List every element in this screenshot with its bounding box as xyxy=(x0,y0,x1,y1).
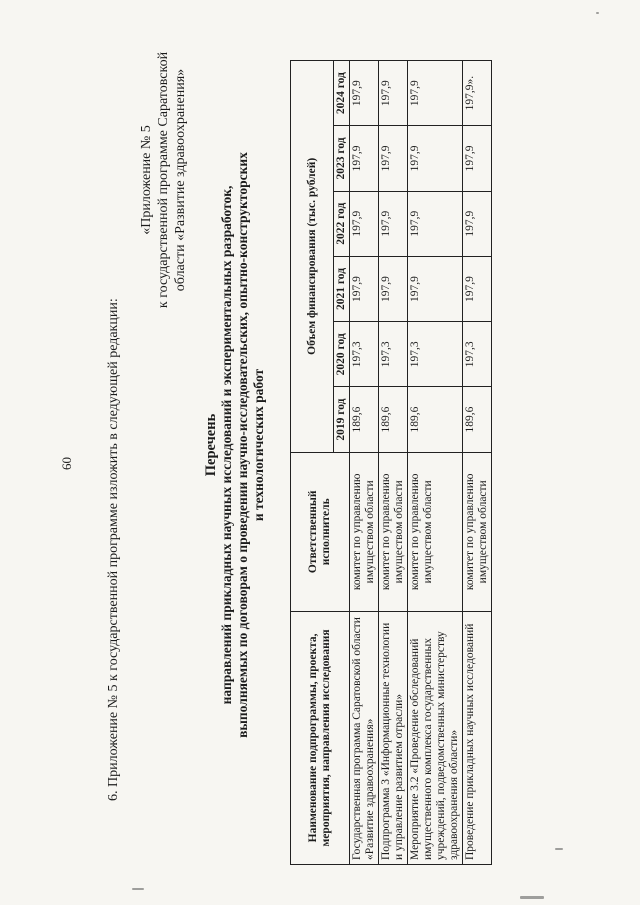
value-cell: 197,9 xyxy=(379,126,408,191)
value-cell: 197,3 xyxy=(350,322,379,387)
row-name: Проведение прикладных научных исследований xyxy=(463,611,492,864)
value-cell: 197,9 xyxy=(379,256,408,321)
value-cell: 197,9 xyxy=(463,126,492,191)
value-cell: 197,9 xyxy=(463,256,492,321)
value-cell: 197,9 xyxy=(408,126,463,191)
table-row xyxy=(463,61,492,865)
row-resp: комитет по управлению имуществом области xyxy=(350,452,379,611)
col-resp-header: Ответственный исполнитель xyxy=(291,452,350,611)
value-cell: 197,9 xyxy=(463,191,492,256)
value-cell: 197,9 xyxy=(350,126,379,191)
table-row xyxy=(350,61,379,865)
value-cell: 197,9 xyxy=(350,256,379,321)
year-header: 2021 год xyxy=(334,256,350,321)
value-cell: 197,9 xyxy=(408,61,463,126)
value-cell: 197,9 xyxy=(379,191,408,256)
value-cell: 189,6 xyxy=(350,387,379,452)
year-header: 2024 год xyxy=(334,61,350,126)
page-number: 60 xyxy=(59,457,74,470)
row-name: Государственная программа Саратовской области «Развитие здравоохранения» xyxy=(350,611,379,864)
value-cell: 197,9 xyxy=(350,191,379,256)
appendix-line: «Приложение № 5 xyxy=(139,125,154,235)
year-header: 2020 год xyxy=(334,322,350,387)
heading-line: и технологических работ xyxy=(251,368,266,522)
value-cell: 189,6 xyxy=(408,387,463,452)
row-name: Подпрограмма 3 «Информационные технологии и управление развитием отрасли» xyxy=(379,611,408,864)
heading-line: выполняемых по договорам о проведении научно-исследовательских, опытно-конструкторских xyxy=(235,152,250,738)
value-cell: 197,9». xyxy=(463,61,492,126)
value-cell: 189,6 xyxy=(379,387,408,452)
value-cell: 197,9 xyxy=(350,61,379,126)
value-cell: 197,9 xyxy=(379,61,408,126)
heading-title: Перечень xyxy=(203,413,219,477)
row-resp: комитет по управлению имуществом области xyxy=(463,452,492,611)
document-heading xyxy=(203,135,267,755)
year-header: 2019 год xyxy=(334,387,350,452)
value-cell: 197,3 xyxy=(379,322,408,387)
appendix-line: области «Развитие здравоохранения» xyxy=(173,68,188,292)
row-name: Мероприятие 3.2 «Проведение обследований имущественного комплекса государственных учреждений, подведомственных министерству здравоохранения области» xyxy=(408,611,463,864)
table-row xyxy=(379,61,408,865)
col-funding-header: Объем финансирования (тыс. рублей) xyxy=(291,61,334,453)
table-row xyxy=(408,61,463,865)
year-header: 2022 год xyxy=(334,191,350,256)
value-cell: 197,3 xyxy=(408,322,463,387)
value-cell: 197,9 xyxy=(408,256,463,321)
col-name-header: Наименование подпрограммы, проекта, мероприятия, направления исследования xyxy=(291,611,350,864)
value-cell: 189,6 xyxy=(463,387,492,452)
heading-line: направлений прикладных научных исследований и экспериментальных разработок, xyxy=(219,185,234,705)
value-cell: 197,3 xyxy=(463,322,492,387)
year-header: 2023 год xyxy=(334,126,350,191)
value-cell: 197,9 xyxy=(408,191,463,256)
funding-table xyxy=(290,60,492,865)
row-resp: комитет по управлению имуществом области xyxy=(379,452,408,611)
row-resp: комитет по управлению имуществом области xyxy=(408,452,463,611)
appendix-line: к государственной программе Саратовской xyxy=(156,51,171,309)
appendix-note xyxy=(138,50,189,310)
intro-text: 6. Приложение № 5 к государственной программе изложить в следующей редакции: xyxy=(106,298,121,801)
